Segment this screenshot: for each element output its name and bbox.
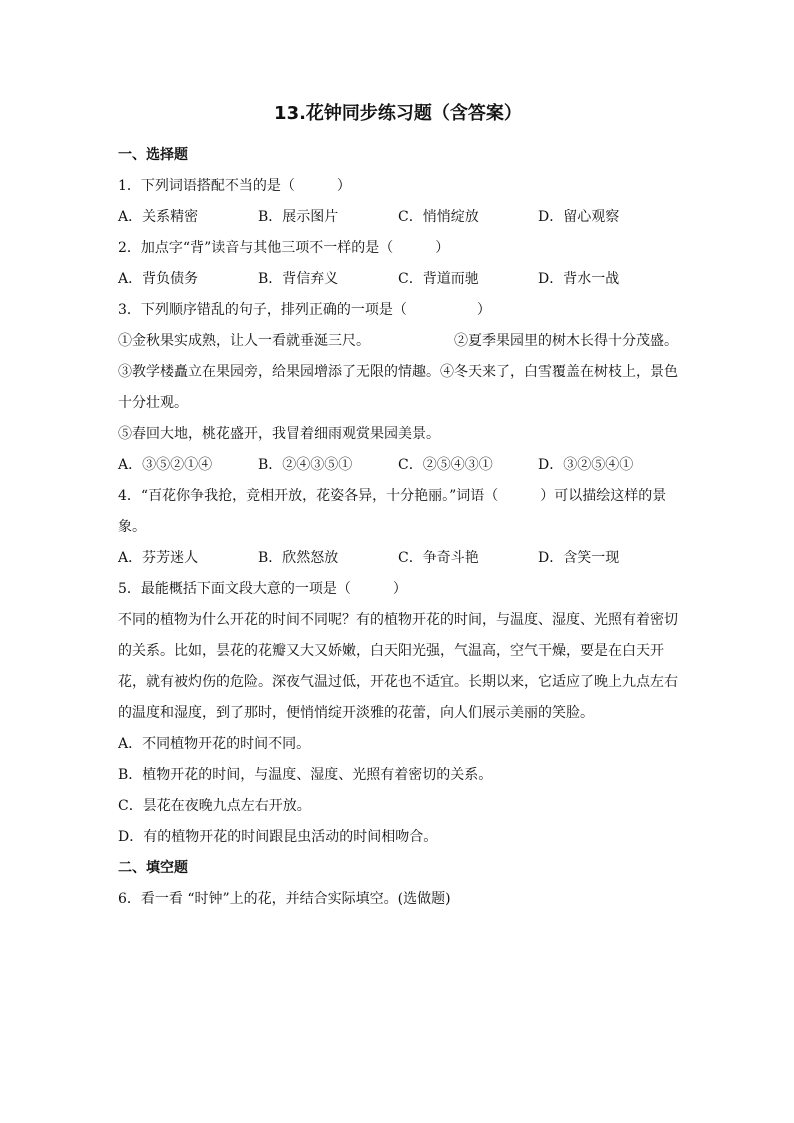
question-1-option-b[interactable]: B．展示图片	[258, 209, 339, 225]
document-title: 13.花钟同步练习题（含答案）	[274, 103, 522, 124]
question-1-stem: 1．下列词语搭配不当的是（ ）	[118, 178, 351, 194]
question-5-option-c[interactable]: C．昙花在夜晚九点左右开放。	[118, 798, 311, 814]
question-1-option-c[interactable]: C．悄悄绽放	[398, 209, 479, 225]
question-5-option-a[interactable]: A．不同植物开花的时间不同。	[118, 736, 311, 752]
question-1-options	[118, 202, 678, 233]
question-3-option-a[interactable]: A．③⑤②①④	[118, 457, 213, 473]
question-2-option-c[interactable]: C．背道而驰	[398, 271, 479, 287]
question-3-options	[118, 450, 678, 481]
section-heading-choice: 一、选择题	[118, 147, 188, 163]
question-4-option-d[interactable]: D．含笑一现	[538, 550, 620, 566]
question-3-sentences-row	[118, 326, 678, 357]
question-2-options	[118, 264, 678, 295]
question-5-passage: 不同的植物为什么开花的时间不同呢？有的植物开花的时间，与温度、湿度、光照有着密切的关系。比如，昙花的花瓣又大又娇嫩，白天阳光强，气温高，空气干燥，要是在白天开花，就有被灼伤的危险。深夜气温过低，开花也不适宜。长期以来，它适应了晚上九点左右的温度和湿度，到了那时，便悄悄绽开淡雅的花蕾，向人们展示美丽的笑脸。	[118, 612, 678, 721]
question-1-option-a[interactable]: A．关系精密	[118, 209, 199, 225]
question-1-option-d[interactable]: D．留心观察	[538, 209, 620, 225]
question-3-sentence-3-4: ③教学楼矗立在果园旁，给果园增添了无限的情趣。④冬天来了，白雪覆盖在树枝上，景色十分壮观。	[118, 364, 678, 411]
section-heading-fill-in: 二、填空题	[118, 860, 188, 876]
question-5-option-b[interactable]: B．植物开花的时间，与温度、湿度、光照有着密切的关系。	[118, 767, 493, 783]
question-3-sentence-1: ①金秋果实成熟，让人一看就垂涎三尺。	[118, 333, 370, 349]
question-2-stem: 2．加点字“背”读音与其他三项不一样的是（ ）	[118, 240, 450, 256]
question-4-option-b[interactable]: B．欣然怒放	[258, 550, 339, 566]
question-4-options	[118, 543, 678, 574]
question-2-option-a[interactable]: A．背负债务	[118, 271, 199, 287]
question-2-option-d[interactable]: D．背水一战	[538, 271, 620, 287]
question-5-option-d[interactable]: D．有的植物开花的时间跟昆虫活动的时间相吻合。	[118, 829, 438, 845]
question-5-stem: 5．最能概括下面文段大意的一项是（ ）	[118, 581, 407, 597]
question-4-stem: 4．“百花你争我抢，竞相开放，花姿各异，十分艳丽。”词语（ ）可以描绘这样的景象。	[118, 488, 667, 535]
question-4-option-a[interactable]: A．芬芳迷人	[118, 550, 199, 566]
question-3-stem: 3．下列顺序错乱的句子，排列正确的一项是（ ）	[118, 302, 491, 318]
question-2-option-b[interactable]: B．背信弃义	[258, 271, 339, 287]
question-3-sentence-5: ⑤春回大地，桃花盛开，我冒着细雨观赏果园美景。	[118, 426, 440, 442]
question-3-sentence-2: ②夏季果园里的树木长得十分茂盛。	[454, 333, 678, 349]
question-3-option-b[interactable]: B．②④③⑤①	[258, 457, 353, 473]
question-6-stem: 6．看一看 “时钟”上的花，并结合实际填空。(选做题)	[118, 891, 451, 907]
question-4-option-c[interactable]: C．争奇斗艳	[398, 550, 479, 566]
document-page	[118, 100, 678, 915]
question-3-option-d[interactable]: D．③②⑤④①	[538, 457, 634, 473]
question-3-option-c[interactable]: C．②⑤④③①	[398, 457, 493, 473]
